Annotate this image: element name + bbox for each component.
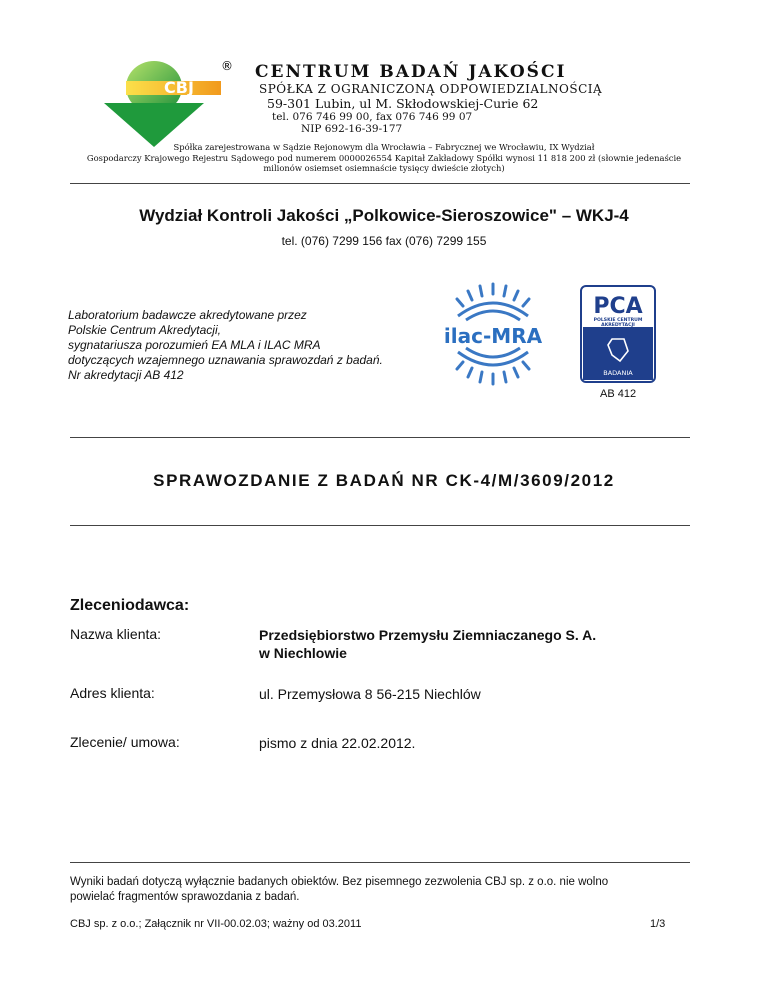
client-name-line: Przedsiębiorstwo Przemysłu Ziemniaczanego S. A. — [259, 627, 597, 643]
client-name-value — [259, 626, 596, 662]
divider — [70, 437, 690, 438]
disclaimer — [70, 875, 690, 905]
client-address-label: Adres klienta: — [70, 685, 155, 701]
svg-text:POLSKIE CENTRUM: POLSKIE CENTRUM — [593, 318, 643, 323]
company-name: CENTRUM BADAŃ JAKOŚCI — [255, 62, 567, 82]
svg-text:AKREDYTACJI: AKREDYTACJI — [601, 323, 635, 328]
svg-text:®: ® — [221, 59, 233, 73]
accreditation-line: dotyczących wzajemnego uznawania sprawozdań z badań. — [68, 353, 383, 367]
company-type: SPÓŁKA Z OGRANICZONĄ ODPOWIEDZIALNOŚCIĄ — [259, 82, 603, 96]
order-label: Zlecenie/ umowa: — [70, 734, 180, 750]
accreditation-line: sygnatariusza porozumień EA MLA i ILAC MRA — [68, 338, 321, 352]
company-phone: tel. 076 746 99 00, fax 076 746 99 07 — [272, 111, 473, 123]
report-title: SPRAWOZDANIE Z BADAŃ NR CK-4/M/3609/2012 — [153, 471, 615, 490]
client-name-label: Nazwa klienta: — [70, 626, 162, 642]
divider — [70, 525, 690, 526]
client-name-line: w Niechlowie — [259, 645, 347, 661]
divider — [70, 862, 690, 863]
accreditation-statement — [68, 308, 383, 383]
footer-reference: CBJ sp. z o.o.; Załącznik nr VII-00.02.03; ważny od 03.2011 — [70, 918, 362, 930]
accreditation-line: Laboratorium badawcze akredytowane przez — [68, 308, 307, 322]
pca-logo — [580, 285, 656, 383]
registry-info — [60, 142, 708, 174]
page-number: 1/3 — [650, 918, 666, 930]
cbj-logo — [84, 55, 234, 155]
registry-line: Gospodarczy Krajowego Rejestru Sądowego pod numerem 0000026554 Kapitał Zakładowy Spółki wynosi 11 818 200 zł (słownie jedenaście — [86, 152, 682, 163]
department-title: Wydział Kontroli Jakości „Polkowice-Sieroszowice" – WKJ-4 — [139, 206, 629, 225]
department-phone: tel. (076) 7299 156 fax (076) 7299 155 — [281, 234, 487, 248]
accreditation-code: AB 412 — [600, 388, 637, 400]
svg-text:PCA: PCA — [593, 294, 643, 319]
disclaimer-line: Wyniki badań dotyczą wyłącznie badanych obiektów. Bez pisemnego zezwolenia CBJ sp. z o.o. nie wolno — [70, 876, 609, 888]
order-value: pismo z dnia 22.02.2012. — [259, 735, 416, 751]
accreditation-line: Nr akredytacji AB 412 — [68, 368, 184, 382]
accreditation-line: Polskie Centrum Akredytacji, — [68, 323, 221, 337]
svg-text:ilac-MRA: ilac-MRA — [443, 324, 543, 348]
client-heading: Zleceniodawca: — [70, 597, 190, 614]
disclaimer-line: powielać fragmentów sprawozdania z badań. — [70, 891, 300, 903]
registry-line: milionów osiemset osiemnaście tysięcy dwieście złotych) — [263, 163, 505, 173]
svg-text:BADANIA: BADANIA — [603, 369, 633, 377]
client-address-value: ul. Przemysłowa 8 56-215 Niechlów — [259, 686, 481, 702]
company-nip: NIP 692-16-39-177 — [301, 123, 403, 135]
divider — [70, 183, 690, 184]
registry-line: Spółka zarejestrowana w Sądzie Rejonowym dla Wrocławia – Fabrycznej we Wrocławiu, IX Wydział — [173, 142, 595, 152]
svg-text:CBJ: CBJ — [164, 78, 194, 97]
ilac-mra-logo — [428, 280, 558, 388]
company-address: 59-301 Lubin, ul M. Skłodowskiej-Curie 62 — [267, 96, 539, 111]
